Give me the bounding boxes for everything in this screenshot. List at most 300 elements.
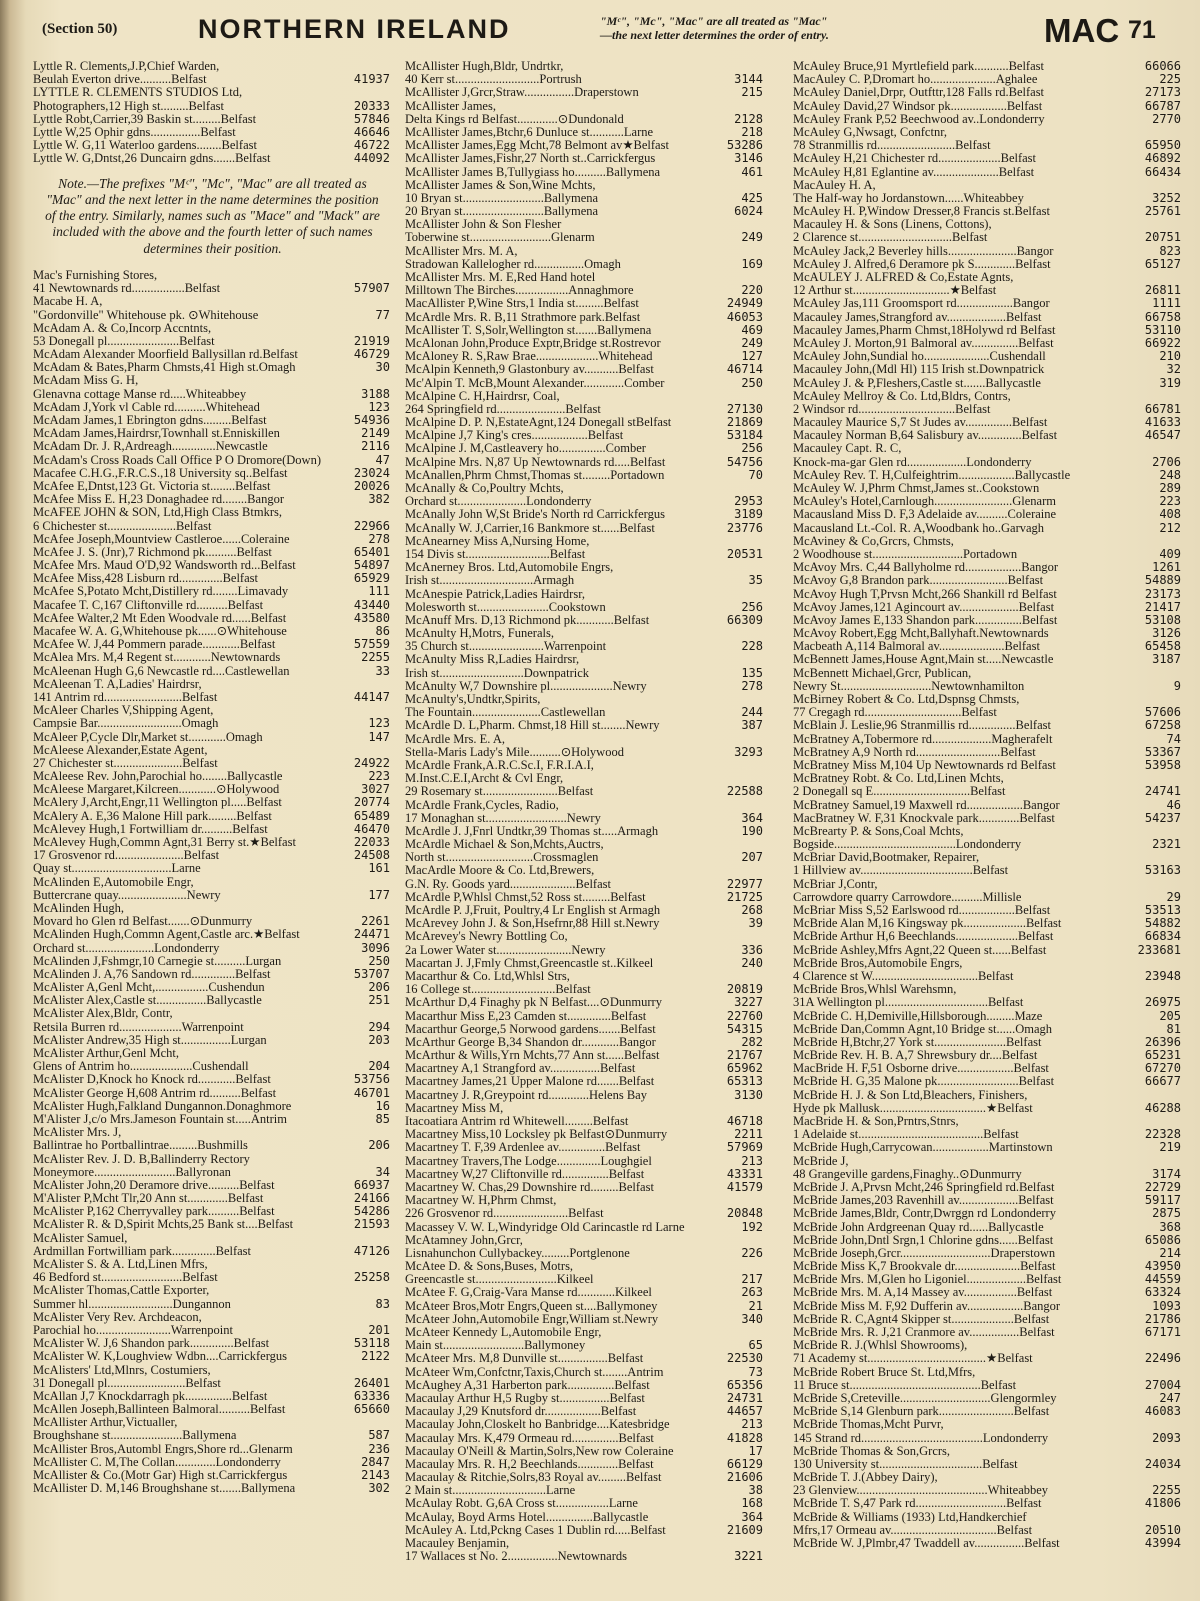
directory-entry: Macaulay Mrs. K,479 Ormeau rd...............Belfast 41828: [405, 1431, 763, 1445]
directory-entry: McAnearney Miss A,Nursing Home,: [405, 534, 590, 548]
directory-entry: McBride Ashley,Mfrs Agnt,22 Queen st......Belfast 233681: [793, 943, 1181, 957]
directory-entry: 1 Hillview av....................................Belfast 53163: [793, 864, 1181, 878]
directory-entry: McAlery J,Archt,Engr,11 Wellington pl.....Belfast 20774: [33, 796, 390, 810]
directory-entry: McAuley A. Ltd,Pckng Cases 1 Dublin rd.....Belfast 21609: [405, 1523, 763, 1537]
directory-entry: 31A Wellington pl.................................Belfast 26975: [793, 996, 1181, 1010]
column-3: [793, 60, 1181, 1596]
directory-entry: McBride T. S,47 Park rd.............................Belfast 41806: [793, 1497, 1181, 1511]
directory-entry: McArdle J. J,Fnrl Undtkr,39 Thomas st.....Armagh 190: [405, 824, 763, 838]
directory-entry: 10 Bryan st..........................Ballymena 425: [405, 191, 763, 205]
directory-entry: McBride Bros,Whlsl Warehsmn,: [793, 983, 957, 997]
directory-entry: McAllister James,Egg Mcht,78 Belmont av★Belfast 53286: [405, 139, 763, 153]
directory-entry: McAdam's Cross Roads Call Office P O Dromore(Down) 47: [33, 453, 390, 467]
directory-entry: 27 Chichester st......................Belfast 24922: [33, 756, 390, 770]
directory-entry: McAuley Mellroy & Co. Ltd,Bldrs, Contrs,: [793, 389, 1011, 403]
directory-entry: McBride H. G,35 Malone pk..........................Belfast 66677: [793, 1075, 1181, 1089]
directory-entry: Mc'Alpin T. McB,Mount Alexander.............Comber 250: [405, 376, 763, 390]
header-note-line-2: —the next letter determines the order of entry.: [600, 28, 829, 42]
directory-entry: McBride James,Bldr, Contr,Dwrggn rd Londonderry 2875: [793, 1207, 1181, 1221]
directory-entry: McAuley J. Morton,91 Balmoral av...............Belfast 66922: [793, 336, 1181, 350]
directory-entry: MacBratney W. F,31 Knockvale park.............Belfast 54237: [793, 811, 1181, 825]
directory-entry: McAlpin Kenneth,9 Glastonbury av...........Belfast 46714: [405, 363, 763, 377]
directory-entry: McAuley Rev. T. H,Culfeightrim..................Ballycastle 248: [793, 468, 1181, 482]
directory-entry: McAlister Rev. J. D. B,Ballinderry Rectory: [33, 1152, 250, 1166]
directory-entry: Ardmillan Fortwilliam park..............Belfast 47126: [33, 1244, 390, 1258]
directory-entry: McAdam Dr. J. R,Ardreagh..............Newcastle 2116: [33, 440, 390, 454]
directory-entry: 2 Main st..............................Larne 38: [405, 1484, 763, 1498]
directory-entry: McAlinden J. A,76 Sandown rd..............Belfast 53707: [33, 967, 390, 981]
directory-entry: Macaulay & Ritchie,Solrs,83 Royal av.........Belfast 21606: [405, 1471, 763, 1485]
directory-entry: McAfee J. S. (Jnr),7 Richmond pk..........Belfast 65401: [33, 545, 390, 559]
directory-entry: Macauley H. & Sons (Linens, Cottons),: [793, 218, 992, 232]
directory-entry: McAllister Mrs. M. E,Red Hand hotel: [405, 271, 596, 284]
directory-entry: McAtee D. & Sons,Buses, Motrs,: [405, 1260, 574, 1274]
directory-entry: McBride Arthur H,6 Beechlands....................Belfast 66834: [793, 930, 1181, 944]
directory-entry: 12 Arthur st...............................★Belfast 26811: [793, 284, 1181, 298]
directory-entry: McAlister W. K,Loughview Wdbn....Carrickfergus 2122: [33, 1350, 390, 1364]
directory-entry: Orchard st......................Londonderry 2953: [405, 495, 763, 509]
directory-entry: Macabe H. A,: [33, 295, 103, 309]
directory-entry: McArdle Mrs. E. A,: [405, 732, 505, 746]
directory-entry: McBratney Robt. & Co. Ltd,Linen Mchts,: [793, 772, 1004, 786]
directory-entry: McBride Hugh,Carrycowan..................Martinstown 219: [793, 1141, 1181, 1155]
directory-entry: McAuley Frank P,52 Beechwood av..Londonderry 2770: [793, 112, 1181, 126]
directory-entry: North st............................Crossmaglen 207: [405, 851, 763, 865]
directory-entry: Ballintrae ho Portballintrae.........Bushmills 206: [33, 1139, 390, 1153]
directory-entry: McAfee W. J,44 Pommern parade............Belfast 57559: [33, 638, 390, 652]
directory-entry: 130 University st.................................Belfast 24034: [793, 1457, 1181, 1471]
prefix-note: Note.—The prefixes "Mᶜ", "Mc", "Mac" are all treated as "Mac" and the next letter in the name determines the position of the entry. Similarly, names such as "Mace" and "Mack" are included with the above and the fourth letter of such names determines their position.: [45, 175, 380, 256]
directory-entry: McArthur D,4 Finaghy pk N Belfast....⊙Dunmurry 3227: [405, 996, 763, 1010]
directory-entry: Moneymore..........................Ballyronan 34: [33, 1165, 390, 1179]
directory-entry: Movard ho Glen rd Belfast.......⊙Dunmurry 2261: [33, 915, 390, 929]
directory-entry: McAlpine J,7 King's cres..................Belfast 53184: [405, 429, 763, 443]
directory-entry: McAnuff Mrs. D,13 Richmond pk............Belfast 66309: [405, 613, 763, 627]
directory-entry: Macartan J. J,Fmly Chmst,Greencastle st..Kilkeel 240: [405, 956, 763, 970]
directory-entry: Milltown The Birches.................Annaghmore 220: [405, 284, 763, 298]
directory-entry: McBride R. J.(Whlsl Showrooms),: [793, 1339, 968, 1353]
directory-entry: Glenavna cottage Manse rd.....Whiteabbey 3188: [33, 387, 390, 401]
page-number: 71: [1128, 16, 1156, 44]
directory-entry: McAnulty H,Motrs, Funerals,: [405, 627, 554, 641]
directory-entry: Hyde pk Mallusk..................................★Belfast 46288: [793, 1101, 1181, 1115]
directory-entry: McArdle D. L,Pharm. Chmst,18 Hill st........Newry 387: [405, 719, 763, 733]
directory-entry: G.N. Ry. Goods yard.....................Belfast 22977: [405, 877, 763, 891]
directory-entry: Mac's Furnishing Stores,: [33, 268, 158, 282]
directory-entry: 2 Woodhouse st.............................Portadown 409: [793, 547, 1181, 561]
directory-entry: McAvoy Robert,Egg Mcht,Ballyhaft.Newtownards 3126: [793, 627, 1181, 641]
directory-entry: Lisnahunchon Cullybackey.........Portglenone 226: [405, 1246, 763, 1260]
directory-entry: Molesworth st.......................Cookstown 256: [405, 600, 763, 614]
directory-entry: McAFEE JOHN & SON, Ltd,High Class Btmkrs,: [33, 506, 282, 520]
header-ordering-note: [600, 14, 829, 42]
directory-entry: Irish st...........................Downpatrick 135: [405, 666, 763, 680]
directory-entry: McBratney A,Tobermore rd...................Magherafelt 74: [793, 732, 1181, 746]
directory-entry: Buttercrane quay......................Newry 177: [33, 888, 390, 902]
directory-entry: McAvoy Hugh T,Prvsn Mcht,266 Shankill rd Belfast 23173: [793, 587, 1181, 601]
directory-entry: McAllister James,: [405, 99, 496, 113]
directory-entry: McBratney A,9 North rd...........................Belfast 53367: [793, 745, 1181, 759]
directory-entry: 2 Clarence st..............................Belfast 20751: [793, 231, 1181, 245]
directory-entry: McAnallen,Phrm Chmst,Thomas st.........Portadown 70: [405, 468, 763, 482]
directory-entry: Lyttle W. G,11 Waterloo gardens........Belfast 46722: [33, 139, 390, 153]
directory-entry: 20 Bryan st..........................Ballymena 6024: [405, 205, 763, 219]
directory-entry: McBride John Ardgreenan Quay rd......Ballycastle 368: [793, 1220, 1181, 1234]
directory-entry: McAlister R. & D,Spirit Mchts,25 Bank st....Belfast 21593: [33, 1218, 390, 1232]
directory-entry: McBride S,Creteville.............................Glengormley 247: [793, 1391, 1181, 1405]
directory-entry: McAfee Miss E. H,23 Donaghadee rd........Bangor 382: [33, 493, 390, 507]
directory-entry: 2a Lower Water st........................Newry 336: [405, 943, 763, 957]
directory-entry: McAvoy Mrs. C,44 Ballyholme rd..................Bangor 1261: [793, 561, 1181, 575]
directory-entry: McAuley H. P,Window Dresser,8 Francis st.Belfast 25761: [793, 205, 1181, 219]
directory-entry: McAleenan T. A,Ladies' Hairdrsr,: [33, 677, 202, 691]
directory-entry: McAllan J,7 Knockdarragh pk...............Belfast 63336: [33, 1389, 390, 1403]
directory-entry: M'Alister P,Mcht Tlr,20 Ann st.............Belfast 24166: [33, 1192, 390, 1206]
directory-entry: McAULEY J. ALFRED & Co,Estate Agnts,: [793, 271, 1014, 284]
directory-entry: 141 Antrim rd.........................Belfast 44147: [33, 690, 390, 704]
column-2: [405, 60, 763, 1596]
directory-entry: McAviney & Co,Grcrs, Chmsts,: [793, 534, 954, 548]
directory-entry: McAnally John W,St Bride's North rd Carrickfergus 3189: [405, 508, 763, 522]
directory-entry: McAllister C. M,The Collan.............Londonderry 2847: [33, 1455, 390, 1469]
directory-entry: Macauley James,Strangford av...................Belfast 66758: [793, 310, 1181, 324]
directory-entry: McAdam James,1 Ebrington gdns.........Belfast 54936: [33, 414, 390, 428]
directory-entry: McAfee Miss,428 Lisburn rd..............Belfast 65929: [33, 572, 390, 586]
directory-entry: Macafee T. C,167 Cliftonville rd..........Belfast 43440: [33, 598, 390, 612]
directory-entry: McAllister John & Son Flesher: [405, 218, 562, 232]
directory-entry: McAlpine Mrs. N,87 Up Newtownards rd.....Belfast 54756: [405, 455, 763, 469]
directory-entry: 1 Adelaide st........................................Belfast 22328: [793, 1128, 1181, 1142]
directory-entry: 31 Donegall pl.........................Belfast 26401: [33, 1376, 390, 1390]
directory-entry: Lyttle W. G,Dntst,26 Duncairn gdns.......Belfast 44092: [33, 152, 390, 166]
directory-entry: Photographers,12 High st.........Belfast 20333: [33, 99, 390, 113]
directory-entry: Macartney W. Chas,29 Downshire rd.........Belfast 41579: [405, 1180, 763, 1194]
directory-entry: Itacoatiara Antrim rd Whitewell.........Belfast 46718: [405, 1115, 763, 1128]
directory-entry: 16 College st...........................Belfast 20819: [405, 983, 763, 997]
directory-entry: Orchard st......................Londonderry 3096: [33, 941, 390, 955]
directory-entry: McAvoy G,8 Brandon park.........................Belfast 54889: [793, 574, 1181, 588]
directory-entry: McBride J. A,Prvsn Mcht,246 Springfield rd.Belfast 22729: [793, 1180, 1181, 1194]
directory-entry: McBride Mrs. M,Glen ho Ligoniel...................Belfast 44559: [793, 1273, 1181, 1287]
directory-entry: 145 Strand rd.......................................Londonderry 2093: [793, 1431, 1181, 1445]
directory-entry: McAnulty's,Undtkr,Spirits,: [405, 693, 541, 706]
directory-entry: Macartney Miss M,: [405, 1101, 504, 1115]
directory-entry: McAleer Charles V,Shipping Agent,: [33, 704, 214, 718]
directory-entry: McAuley Jack,2 Beverley hills......................Bangor 823: [793, 244, 1181, 258]
directory-entry: McAnally W. J,Carrier,16 Bankmore st......Belfast 23776: [405, 521, 763, 535]
directory-entry: McAlister George H,608 Antrim rd..........Belfast 46701: [33, 1086, 390, 1100]
directory-entry: McBride Robert Bruce St. Ltd,Mfrs,: [793, 1365, 976, 1379]
directory-entry: Campsie Bar...........................Omagh 123: [33, 717, 390, 731]
directory-entry: Macafee W. A. G,Whitehouse pk......⊙Whitehouse 86: [33, 625, 390, 639]
directory-entry: McAllister James,Btchr,6 Dunluce st...........Larne 218: [405, 125, 763, 139]
directory-entry: McArdle Frank,Cycles, Radio,: [405, 798, 559, 812]
directory-entry: McAulay, Boyd Arms Hotel...............Ballycastle 364: [405, 1510, 763, 1524]
directory-entry: Macauley Benjamin,: [405, 1537, 510, 1550]
directory-entry: McAlister Mrs. J,: [33, 1126, 122, 1140]
directory-entry: McAuley John,Sundial ho.....................Cushendall 210: [793, 350, 1181, 364]
directory-entry: "Gordonville" Whitehouse pk. ⊙Whitehouse 77: [33, 308, 390, 322]
directory-entry: MacAuley H. A,: [793, 178, 876, 192]
directory-entry: McBrearty P. & Sons,Coal Mchts,: [793, 824, 964, 838]
directory-entry: Macaulay J,29 Knutsford dr..................Belfast 44657: [405, 1405, 763, 1419]
directory-entry: McAteer Wm,Confctnr,Taxis,Church st........Antrim 73: [405, 1365, 763, 1379]
directory-entry: McAfee Walter,2 Mt Eden Woodvale rd......Belfast 43580: [33, 611, 390, 625]
column-2-entries: [405, 60, 763, 1563]
directory-entry: McArdle Mrs. R. B,11 Strathmore park.Belfast 46053: [405, 310, 763, 324]
directory-entry: Macauley James,Pharm Chmst,18Holywd rd Belfast 53110: [793, 323, 1181, 337]
directory-entry: MacAuley C. P,Dromart ho.....................Aghalee 225: [793, 73, 1181, 87]
directory-entry: McAllister J,Grcr,Straw................Draperstown 215: [405, 86, 763, 100]
directory-entry: McBride Rev. H. B. A,7 Shrewsbury dr....Belfast 65231: [793, 1049, 1181, 1063]
directory-entry: 35 Church st........................Warrenpoint 228: [405, 640, 763, 654]
directory-entry: Lyttle R. Clements,J.P,Chief Warden,: [33, 60, 220, 73]
column-3-entries: [793, 60, 1181, 1550]
directory-entry: Macassey V. W. L,Windyridge Old Carincastle rd Larne 192: [405, 1220, 763, 1234]
directory-entry: McAlpine D. P. N,EstateAgnt,124 Donegall stBelfast 21869: [405, 416, 763, 430]
directory-entry: 4 Clarence st W..................................Belfast 23948: [793, 969, 1181, 983]
directory-entry: McAtee F. G,Craig-Vara Manse rd............Kilkeel 263: [405, 1286, 763, 1300]
directory-entry: McAllister James,Fishr,27 North st..Carrickfergus 3146: [405, 152, 763, 166]
directory-entry: McAlister Alex,Bldr, Contr,: [33, 1007, 173, 1021]
directory-entry: McBride Mrs. R. J,21 Cranmore av................Belfast 67171: [793, 1326, 1181, 1339]
directory-entry: McAuley Jas,111 Groomsport rd..................Bangor 1111: [793, 297, 1181, 311]
directory-entry: 11 Bruce st..........................................Belfast 27004: [793, 1378, 1181, 1392]
directory-entry: Macartney J. R,Greypoint rd.............Helens Bay 3130: [405, 1088, 763, 1102]
directory-entry: McArevey's Newry Bottling Co,: [405, 930, 568, 944]
directory-entry: 46 Bedford st..........................Belfast 25258: [33, 1271, 390, 1285]
directory-entry: 71 Academy st......................................★Belfast 22496: [793, 1352, 1181, 1366]
directory-entry: McAteer John,Automobile Engr,William st.Newry 340: [405, 1312, 763, 1326]
directory-entry: McAleer P,Cycle Dlr,Market st............Omagh 147: [33, 730, 390, 744]
directory-entry: 6 Chichester st......................Belfast 22966: [33, 519, 390, 533]
directory-entry: McAuley G,Nwsagt, Confctnr,: [793, 125, 947, 139]
directory-entry: Macausland Miss D. F,3 Adelaide av..........Coleraine 408: [793, 508, 1181, 522]
directory-entry: McBride & Williams (1933) Ltd,Handkerchief: [793, 1510, 1027, 1524]
directory-entry: 41 Newtownards rd.................Belfast 57907: [33, 282, 390, 296]
directory-entry: 17 Monaghan st..........................Newry 364: [405, 811, 763, 825]
directory-entry: Macartney W,27 Cliftonville rd...............Belfast 43331: [405, 1167, 763, 1181]
directory-entry: The Fountain......................Castlewellan 244: [405, 706, 763, 720]
directory-entry: McAllister James & Son,Wine Mchts,: [405, 178, 596, 192]
directory-entry: Broughshane st.......................Ballymena 587: [33, 1429, 390, 1443]
directory-entry: 40 Kerr st...........................Portrush 3144: [405, 73, 763, 87]
directory-entry: McBride Mrs. M. A,14 Massey av.................Belfast 63324: [793, 1286, 1181, 1300]
directory-entry: Bogside.......................................Londonderry 2321: [793, 838, 1181, 852]
directory-entry: McBride T. J.(Abbey Dairy),: [793, 1471, 938, 1485]
directory-entry: McAlister S. & A. Ltd,Linen Mfrs,: [33, 1258, 208, 1272]
page-title: NORTHERN IRELAND: [198, 14, 511, 44]
directory-entry: McAdam Miss G. H,: [33, 374, 139, 388]
directory-entry: Parochial ho........................Warrenpoint 201: [33, 1323, 390, 1337]
directory-entry: McAlister Alex,Castle st................Ballycastle 251: [33, 994, 390, 1008]
directory-entry: McAleese Alexander,Estate Agent,: [33, 743, 208, 757]
directory-entry: McAlevey Hugh,Commn Agnt,31 Berry st.★Belfast 22033: [33, 836, 390, 850]
directory-entry: Glens of Antrim ho....................Cushendall 204: [33, 1060, 390, 1074]
directory-entry: McAlpine C. H,Hairdrsr, Coal,: [405, 389, 560, 403]
directory-entry: Macaulay O'Neill & Martin,Solrs,New row Coleraine 17: [405, 1444, 763, 1458]
directory-entry: Macauley John,(Mdl Hl) 115 Irish st.Downpatrick 32: [793, 363, 1181, 377]
directory-entry: Greencastle st..........................Kilkeel 217: [405, 1273, 763, 1287]
section-label: (Section 50): [42, 21, 118, 37]
directory-entry: Toberwine st..........................Glenarm 249: [405, 231, 763, 245]
directory-entry: McAllister T. S,Solr,Wellington st.......Ballymena 469: [405, 323, 763, 337]
directory-entry: Macarthur Miss E,23 Camden st..............Belfast 22760: [405, 1009, 763, 1023]
directory-entry: McAllister James B,Tullygiass ho..........Ballymena 461: [405, 165, 763, 179]
directory-entry: McAfee Mrs. Maud O'D,92 Wandsworth rd...Belfast 54897: [33, 559, 390, 573]
directory-entry: McBriar Miss S,52 Earlswood rd..................Belfast 53513: [793, 904, 1181, 917]
directory-entry: McAuley Daniel,Drpr, Outfttr,128 Falls rd.Belfast 27173: [793, 86, 1181, 100]
directory-entry: McAlister A,Genl Mcht,.................Cushendun 206: [33, 981, 390, 995]
directory-entry: McAlisters' Ltd,Mlnrs, Costumiers,: [33, 1363, 211, 1377]
directory-entry: McBratney Miss M,104 Up Newtownards rd Belfast 53958: [793, 758, 1181, 772]
directory-entry: McAvoy James,121 Agincourt av...................Belfast 21417: [793, 600, 1181, 614]
directory-entry: McAllister & Co.(Motr Gar) High st.Carrickfergus 2143: [33, 1469, 390, 1483]
directory-entry: Lyttle Robt,Carrier,39 Baskin st.........Belfast 57846: [33, 112, 390, 126]
directory-entry: McAllister Bros,Autombl Engrs,Shore rd...Glenarm 236: [33, 1442, 390, 1456]
directory-entry: Macartney Travers,The Lodge..............Loughgiel 213: [405, 1154, 763, 1168]
directory-entry: McArthur & Wills,Yrn Mchts,77 Ann st......Belfast 21767: [405, 1049, 763, 1063]
column-1-entries: [33, 269, 390, 1495]
directory-entry: McBirney Robert & Co. Ltd,Dspnsg Chmsts,: [793, 693, 1020, 706]
directory-entry: McAtamney John,Grcr,: [405, 1233, 523, 1247]
directory-entry: 77 Cregagh rd...............................Belfast 57606: [793, 706, 1181, 720]
directory-entry: McBride R. C,Agnt4 Skipper st....................Belfast 21786: [793, 1312, 1181, 1326]
directory-entry: McBride James,203 Ravenhill av...................Belfast 59117: [793, 1194, 1181, 1208]
directory-entry: McBride Bros,Automobile Engrs,: [793, 956, 963, 970]
directory-entry: Macarthur George,5 Norwood gardens.......Belfast 54315: [405, 1022, 763, 1036]
directory-entry: McAvoy James E,133 Shandon park...............Belfast 53108: [793, 613, 1181, 627]
directory-entry: McAdam James,Hairdrsr,Townhall st.Enniskillen 2149: [33, 427, 390, 441]
directory-entry: McAlister Thomas,Cattle Exporter,: [33, 1284, 210, 1298]
directory-entry: McAulay Robt. G,6A Cross st.................Larne 168: [405, 1497, 763, 1511]
directory-entry: McAlister Very Rev. Archdeacon,: [33, 1310, 202, 1324]
directory-entry: MacArdle Moore & Co. Ltd,Brewers,: [405, 864, 595, 878]
directory-entry: McAnulty W,7 Downshire pl....................Newry 278: [405, 679, 763, 693]
directory-entry: McAlinden E,Automobile Engr,: [33, 875, 194, 889]
directory-entry: McBride Miss M. F,92 Dufferin av..................Bangor 1093: [793, 1299, 1181, 1313]
directory-entry: McAfee E,Dntst,123 Gt. Victoria st........Belfast 20026: [33, 479, 390, 493]
directory-entry: McArevey John J. & Son,Hsefrnr,88 Hill st.Newry 39: [405, 917, 763, 931]
directory-entry: McBriar J,Contr,: [793, 877, 878, 891]
directory-entry: McAteer Kennedy L,Automobile Engr,: [405, 1326, 602, 1339]
directory-entry: McBride Dan,Commn Agnt,10 Bridge st......Omagh 81: [793, 1022, 1181, 1036]
directory-entry: Beulah Everton drive..........Belfast 41937: [33, 73, 390, 87]
directory-entry: Macausland Lt.-Col. R. A,Woodbank ho..Garvagh 212: [793, 521, 1181, 535]
directory-entry: McAlister John,20 Deramore drive..........Belfast 66937: [33, 1178, 390, 1192]
directory-entry: McBride H,Btchr,27 York st.......................Belfast 26396: [793, 1035, 1181, 1049]
directory-entry: McAdam J,York vl Cable rd..........Whitehead 123: [33, 400, 390, 414]
directory-entry: McBriar David,Bootmaker, Repairer,: [793, 851, 980, 865]
directory-entry: McBride Alan M,16 Kingsway pk....................Belfast 54882: [793, 917, 1181, 931]
directory-entry: 17 Wallaces st No. 2................Newtownards 3221: [405, 1550, 763, 1564]
header-note-line-1: "Mᶜ", "Mc", "Mac" are all treated as "Mac": [600, 14, 828, 28]
directory-entry: McArdle Frank,A.R.C.Sc.I, F.R.I.A.I,: [405, 758, 594, 772]
directory-entry: McAteer Bros,Motr Engrs,Queen st....Ballymoney 21: [405, 1299, 763, 1313]
directory-entry: McAuley J. Alfred,6 Deramore pk S.............Belfast 65127: [793, 257, 1181, 271]
directory-entry: McAlevey Hugh,1 Fortwilliam dr..........Belfast 46470: [33, 822, 390, 836]
directory-entry: McAdam & Bates,Pharm Chmsts,41 High st.Omagh 30: [33, 361, 390, 375]
directory-entry: Macaulay Mrs. R. H,2 Beechlands.............Belfast 66129: [405, 1457, 763, 1471]
directory-entry: Macauley Maurice S,7 St Judes av...............Belfast 41633: [793, 416, 1181, 430]
directory-entry: 17 Grosvenor rd......................Belfast 24508: [33, 849, 390, 863]
directory-entry: McAfee Joseph,Mountview Castleroe......Coleraine 278: [33, 532, 390, 546]
directory-entry: McAllister Arthur,Victualler,: [33, 1416, 178, 1430]
directory-entry: Macartney Miss,10 Locksley pk Belfast⊙Dunmurry 2211: [405, 1128, 763, 1142]
directory-entry: Macartney W. H,Phrm Chmst,: [405, 1194, 557, 1208]
directory-entry: McBride J,: [793, 1154, 849, 1168]
directory-entry: McAuley H,21 Chichester rd....................Belfast 46892: [793, 152, 1181, 166]
directory-entry: 2 Windsor rd...............................Belfast 66781: [793, 402, 1181, 416]
directory-entry: Retsila Burren rd....................Warrenpoint 294: [33, 1020, 390, 1034]
directory-entry: Main st..........................Ballymoney 65: [405, 1339, 763, 1353]
directory-entry: McBride Joseph,Grcr.............................Draperstown 214: [793, 1246, 1181, 1260]
directory-entry: McAlister P,162 Cherryvalley park..........Belfast 54286: [33, 1205, 390, 1219]
directory-entry: McAlister D,Knock ho Knock rd............Belfast 53756: [33, 1073, 390, 1087]
directory-entry: M'Alister J,c/o Mrs.Jameson Fountain st.....Antrim 85: [33, 1112, 390, 1126]
directory-entry: LYTTLE R. CLEMENTS STUDIOS Ltd,: [33, 86, 243, 100]
directory-entry: McAuley W. J,Phrm Chmst,James st..Cookstown 289: [793, 482, 1181, 495]
directory-entry: McAllister D. M,146 Broughshane st.......Ballymena 302: [33, 1482, 390, 1496]
directory-entry: McBride W. J,Plmbr,47 Twaddell av................Belfast 43994: [793, 1537, 1181, 1550]
directory-entry: McBride C. H,Demiville,Hillsborough.........Maze 205: [793, 1009, 1181, 1023]
directory-entry: McBennett James,House Agnt,Main st.....Newcastle 3187: [793, 653, 1181, 667]
directory-entry: Delta Kings rd Belfast.............⊙Dundonald 2128: [405, 112, 763, 126]
directory-entry: Macartney T. F,39 Ardenlee av...............Belfast 57969: [405, 1141, 763, 1155]
directory-entry: Macafee C.H.G.,F.R.C.S.,18 University sq..Belfast 23024: [33, 466, 390, 480]
directory-entry: Macauley Capt. R. C,: [793, 442, 902, 456]
directory-entry: Stella-Maris Lady's Mile..........⊙Holywood 3293: [405, 745, 763, 759]
directory-entry: McBride Miss K,7 Brookvale dr.....................Belfast 43950: [793, 1260, 1181, 1274]
directory-entry: McArdle P,Whlsl Chmst,52 Ross st.........Belfast 21725: [405, 890, 763, 904]
directory-entry: Macaulay John,Closkelt ho Banbridge....Katesbridge 213: [405, 1418, 763, 1432]
directory-entry: McAughey A,31 Harberton park...............Belfast 65356: [405, 1378, 763, 1392]
directory-entry: McAlister Hugh,Falkland Dungannon.Donaghmore 16: [33, 1099, 390, 1113]
page-header: [38, 12, 1188, 49]
directory-entry: McBlain J. Leslie,96 Stranmillis rd...............Belfast 67258: [793, 719, 1181, 733]
directory-entry: McAlister Samuel,: [33, 1231, 128, 1245]
directory-entry: McAuley J. & P,Fleshers,Castle st.......Ballycastle 319: [793, 376, 1181, 390]
directory-entry: McAleenan Hugh G,6 Newcastle rd....Castlewellan 33: [33, 664, 390, 678]
directory-entry: McAdam A. & Co,Incorp Accntnts,: [33, 321, 212, 335]
directory-entry: McAuley David,27 Windsor pk..................Belfast 66787: [793, 99, 1181, 113]
directory-entry: McBride John,Dntl Srgn,1 Chlorine gdns......Belfast 65086: [793, 1233, 1181, 1247]
directory-entry: 23 Glenview..........................................Whiteabbey 2255: [793, 1484, 1181, 1498]
directory-entry: McAleese Rev. John,Parochial ho........Ballycastle 223: [33, 770, 390, 784]
index-word: MAC: [1044, 12, 1120, 49]
directory-entry: McAllister Hugh,Bldr, Undrtkr,: [405, 60, 564, 73]
directory-entry: 48 Grangeville gardens,Finaghy..⊙Dunmurry 3174: [793, 1167, 1181, 1181]
directory-entry: Macarthur & Co. Ltd,Whlsl Strs,: [405, 969, 570, 983]
directory-entry: 264 Springfield rd......................Belfast 27130: [405, 402, 763, 416]
directory-entry: McAlister Andrew,35 High st................Lurgan 203: [33, 1033, 390, 1047]
directory-entry: McAllen Joseph,Ballinteen Balmoral..........Belfast 65660: [33, 1403, 390, 1417]
directory-entry: McAlinden J,Fshmgr,10 Carnegie st..........Lurgan 250: [33, 954, 390, 968]
directory-entry: MacAllister P,Wine Strs,1 India st.........Belfast 24949: [405, 297, 763, 311]
directory-entry: McAlister Arthur,Genl Mcht,: [33, 1047, 180, 1061]
directory-entry: McBride Thomas & Son,Grcrs,: [793, 1444, 951, 1458]
column-1-top-entries: [33, 60, 390, 166]
directory-entry: McArdle P. J,Fruit, Poultry,4 Lr English st Armagh 268: [405, 904, 763, 917]
directory-entry: 2 Donegall sq E...............................Belfast 24741: [793, 785, 1181, 799]
directory-entry: Macaulay Arthur H,5 Rugby st................Belfast 24731: [405, 1391, 763, 1405]
directory-entry: Carrowdore quarry Carrowdore..........Millisle 29: [793, 890, 1181, 904]
directory-entry: 154 Divis st...........................Belfast 20531: [405, 547, 763, 561]
directory-entry: Macauley Norman B,64 Salisbury av..............Belfast 46547: [793, 429, 1181, 443]
directory-entry: McAlpine J. M,Castleavery ho...............Comber 256: [405, 442, 763, 456]
directory-entry: Summer hl...........................Dungannon 83: [33, 1297, 390, 1311]
directory-entry: Lyttle W,25 Ophir gdns................Belfast 46646: [33, 125, 390, 139]
